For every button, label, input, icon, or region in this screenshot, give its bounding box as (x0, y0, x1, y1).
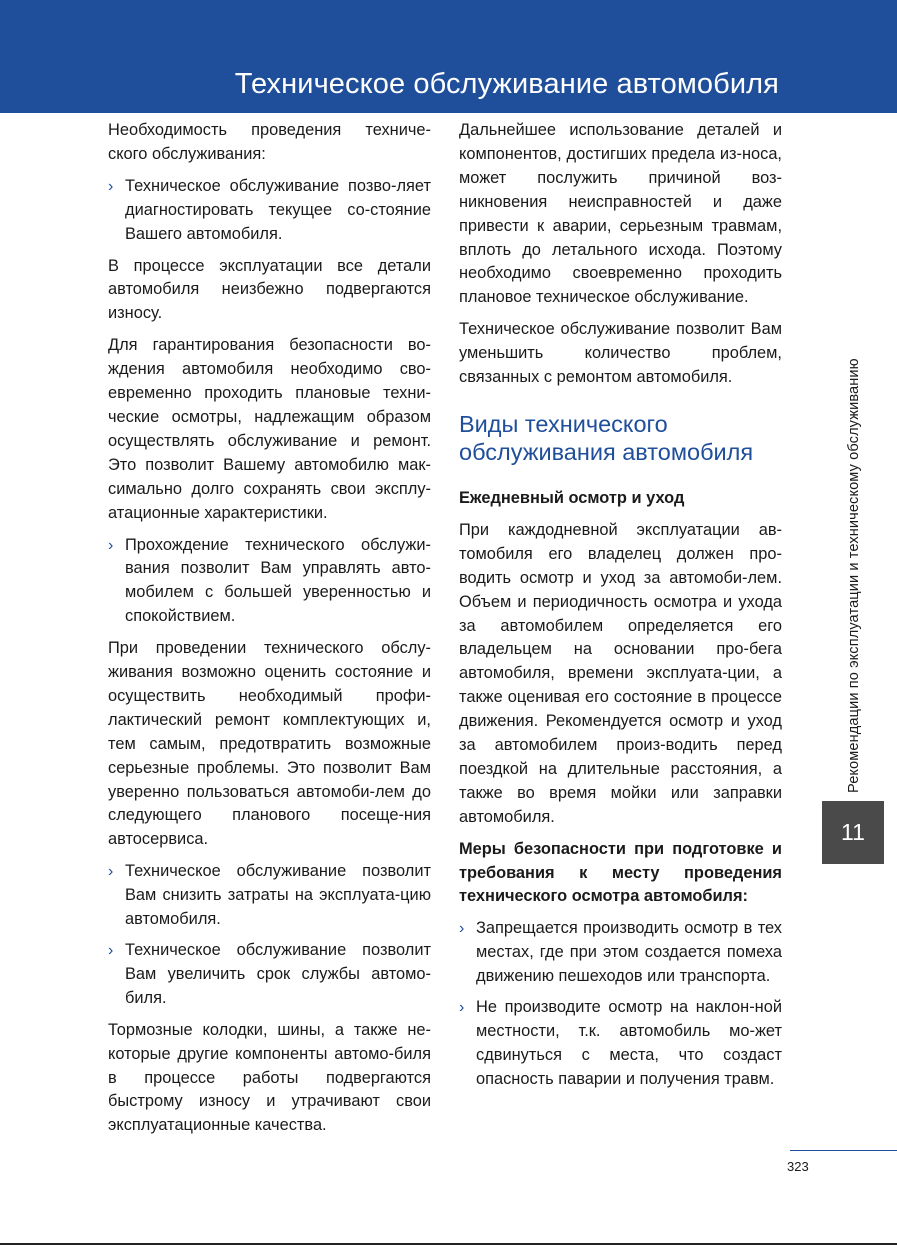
bullet-list (108, 534, 431, 630)
list-item (108, 860, 431, 932)
body-paragraph: В процессе эксплуатации все детали автомобиля неизбежно подвергаются износу. (108, 256, 431, 323)
bullet-list (459, 917, 782, 1091)
chapter-number-badge (822, 801, 884, 864)
list-item-text: Техническое обслуживание позво-ляет диагностировать текущее со-стояние Вашего автомобиля. (125, 176, 431, 243)
list-item (459, 996, 782, 1092)
chapter-side-label: Рекомендации по эксплуатации и техническому обслуживанию (846, 358, 862, 793)
page-number: 323 (787, 1159, 809, 1174)
bullet-list (108, 175, 431, 247)
list-item (108, 175, 431, 247)
chevron-right-icon: › (108, 942, 114, 959)
subheading: Ежедневный осмотр и уход (459, 488, 685, 507)
chevron-right-icon: › (108, 536, 114, 554)
chevron-right-icon: › (459, 920, 465, 938)
list-item-text: Техническое обслуживание позволит Вам увеличить срок службы автомо-биля. (125, 941, 431, 1007)
body-paragraph: При проведении технического обслу-живания возможно оценить состояние и осуществить необходимый профи-лактический ремонт комплектующих и, тем самым, предотвратить возможные серьезные проблемы. Это позволит Вам уверенно пользоваться автомоби-лем до следующего планового посеще-ния автосервиса. (108, 639, 431, 849)
list-item-text: Техническое обслуживание позволит Вам снизить затраты на эксплуата-цию автомобиля. (125, 862, 431, 929)
chevron-right-icon: › (108, 863, 114, 881)
chapter-number: 11 (841, 819, 865, 845)
body-paragraph: Дальнейшее использование деталей и компонентов, достигших предела из-носа, может послужить причиной воз-никновения неисправностей и даже привести к аварии, серьезным травмам, вплоть до летального исхода. Поэтому необходимо своевременно проходить плановое техническое обслуживание. (459, 121, 782, 307)
section-heading: Виды технического обслуживания автомобиля (459, 410, 754, 465)
left-column (108, 119, 431, 1146)
body-paragraph: При каждодневной эксплуатации ав-томобиля его владелец должен про-водить осмотр и уход за автомоби-лем. Объем и периодичность осмотра и ухода за автомобилем определяется его владельцем на основании про-бега автомобиля, времени эксплуата-ции, а также оценивая его состояние в процессе движения. Рекомендуется осмотр и уход за автомобилем произ-водить перед поездкой на длительные расстояния, а также во время мойки или заправки автомобиля. (459, 520, 782, 826)
body-paragraph: Тормозные колодки, шины, а также не-которые другие компоненты автомо-биля в процессе работы подвергаются быстрому износу и утрачивают свои эксплуатационные качества. (108, 1020, 431, 1135)
page-header (0, 0, 897, 113)
chevron-right-icon: › (108, 177, 114, 195)
bullet-list (108, 860, 431, 1010)
list-item-text: Запрещается производить осмотр в тех местах, где при этом создается помеха движению пешеходов или транспорта. (476, 919, 782, 986)
list-item-text: Прохождение технического обслужи-вания позволит Вам управлять авто-мобилем с большей уверенностью и спокойствием. (125, 535, 431, 626)
list-item-text: Не производите осмотр на наклон-ной местности, т.к. автомобиль мо-жет сдвинуться с места, что создаст опасность паварии и получения травм. (476, 998, 782, 1088)
body-paragraph: Техническое обслуживание позволит Вам уменьшить количество проблем, связанных с ремонтом автомобиля. (459, 320, 782, 387)
right-column (459, 119, 782, 1100)
intro-paragraph: Необходимость проведения техниче-ского обслуживания: (108, 121, 431, 163)
footer-divider (790, 1150, 897, 1151)
subheading: Меры безопасности при подготовке и требования к месту проведения технического осмотра автомобиля: (459, 839, 782, 906)
header-title: Техническое обслуживание автомобиля (234, 68, 779, 100)
list-item (459, 917, 782, 989)
chevron-right-icon: › (459, 999, 465, 1017)
list-item (108, 534, 431, 630)
list-item (108, 939, 431, 1011)
bottom-rule (0, 1243, 897, 1245)
body-paragraph: Для гарантирования безопасности во-ждения автомобиля необходимо сво-евременно проходить плановые техни-ческие осмотры, надлежащим образом осуществлять обслуживание и ремонт. Это позволит Вашему автомобилю мак-симально долго сохранять свои эксплу-атационные характеристики. (108, 336, 431, 522)
